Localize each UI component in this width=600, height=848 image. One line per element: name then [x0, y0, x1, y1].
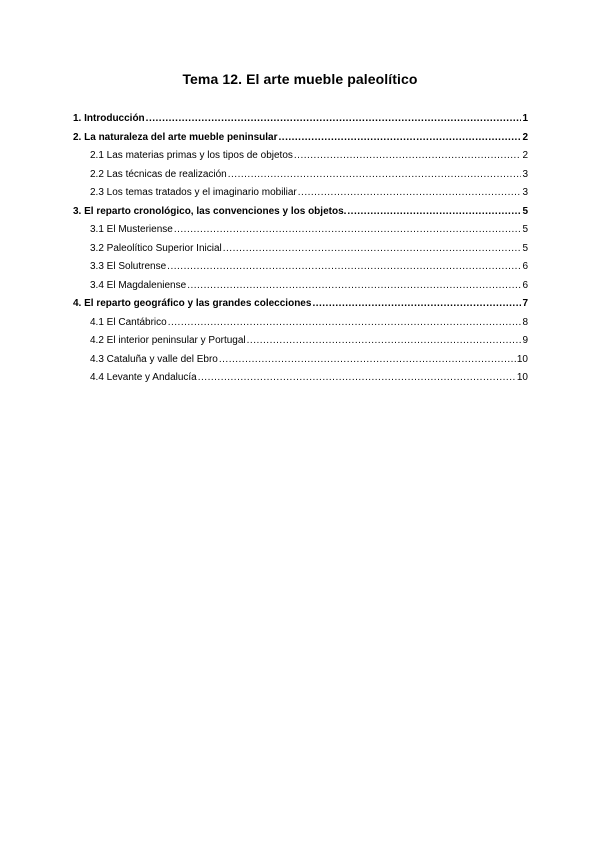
- toc-page-number: 5: [522, 242, 528, 254]
- toc-entry-label: 2. La naturaleza del arte mueble peninsular: [73, 131, 278, 143]
- toc-page-number: 7: [522, 298, 528, 309]
- toc-page-number: 10: [516, 372, 528, 383]
- toc-entry-label: 3.1 El Musteriense: [90, 224, 173, 235]
- toc-entry-label: 2.2 Las técnicas de realización: [90, 168, 227, 180]
- toc-subsection-entry[interactable]: [73, 314, 528, 333]
- toc-page-number: 2: [522, 150, 528, 161]
- toc-page-number: 10: [516, 353, 528, 365]
- table-of-contents: [73, 110, 528, 388]
- toc-section-entry[interactable]: [73, 203, 528, 222]
- toc-dot-leader: [174, 221, 522, 240]
- toc-page-number: 8: [522, 316, 528, 328]
- toc-page-number: 3: [522, 187, 528, 198]
- toc-page-number: 6: [522, 261, 528, 272]
- toc-section-entry[interactable]: [73, 110, 528, 129]
- toc-entry-label: 3.3 El Solutrense: [90, 261, 167, 272]
- toc-subsection-entry[interactable]: [73, 258, 528, 277]
- toc-page-number: 2: [522, 131, 528, 143]
- toc-subsection-entry[interactable]: [73, 166, 528, 185]
- toc-subsection-entry[interactable]: [73, 332, 528, 351]
- toc-page-number: 5: [522, 224, 528, 235]
- toc-subsection-entry[interactable]: [73, 277, 528, 296]
- toc-page-number: 3: [522, 168, 528, 180]
- toc-entry-label: 2.1 Las materias primas y los tipos de objetos: [90, 150, 293, 161]
- toc-page-number: 1: [522, 113, 528, 124]
- toc-dot-leader: [168, 314, 522, 333]
- toc-subsection-entry[interactable]: [73, 184, 528, 203]
- toc-dot-leader: [219, 351, 516, 370]
- toc-page-number: 5: [522, 205, 528, 217]
- toc-entry-label: 3.2 Paleolítico Superior Inicial: [90, 242, 222, 254]
- toc-dot-leader: [167, 258, 521, 277]
- toc-entry-label: 4.4 Levante y Andalucía: [90, 372, 197, 383]
- toc-dot-leader: [223, 240, 522, 259]
- toc-dot-leader: [146, 110, 522, 129]
- toc-entry-label: 4.3 Cataluña y valle del Ebro: [90, 353, 218, 365]
- toc-dot-leader: [187, 277, 521, 296]
- toc-entry-label: 4. El reparto geográfico y las grandes colecciones: [73, 298, 312, 309]
- toc-dot-leader: [294, 147, 522, 166]
- toc-entry-label: 2.3 Los temas tratados y el imaginario mobiliar: [90, 187, 297, 198]
- toc-subsection-entry[interactable]: [73, 369, 528, 388]
- toc-page-number: 6: [522, 279, 528, 291]
- toc-subsection-entry[interactable]: [73, 351, 528, 370]
- toc-entry-label: 3. El reparto cronológico, las convenciones y los objetos.: [73, 205, 347, 217]
- toc-dot-leader: [198, 369, 516, 388]
- toc-subsection-entry[interactable]: [73, 147, 528, 166]
- toc-entry-label: 4.1 El Cantábrico: [90, 316, 167, 328]
- toc-dot-leader: [247, 332, 522, 351]
- toc-section-entry[interactable]: [73, 129, 528, 148]
- toc-entry-label: 3.4 El Magdaleniense: [90, 279, 187, 291]
- toc-section-entry[interactable]: [73, 295, 528, 314]
- toc-dot-leader: [228, 166, 522, 185]
- page-title: Tema 12. El arte mueble paleolítico: [182, 71, 418, 87]
- toc-subsection-entry[interactable]: [73, 240, 528, 259]
- toc-subsection-entry[interactable]: [73, 221, 528, 240]
- toc-dot-leader: [347, 203, 521, 222]
- toc-dot-leader: [312, 295, 521, 314]
- toc-page-number: 9: [522, 335, 528, 346]
- toc-dot-leader: [298, 184, 522, 203]
- toc-entry-label: 4.2 El interior peninsular y Portugal: [90, 335, 246, 346]
- toc-entry-label: 1. Introducción: [73, 113, 145, 124]
- toc-dot-leader: [279, 129, 522, 148]
